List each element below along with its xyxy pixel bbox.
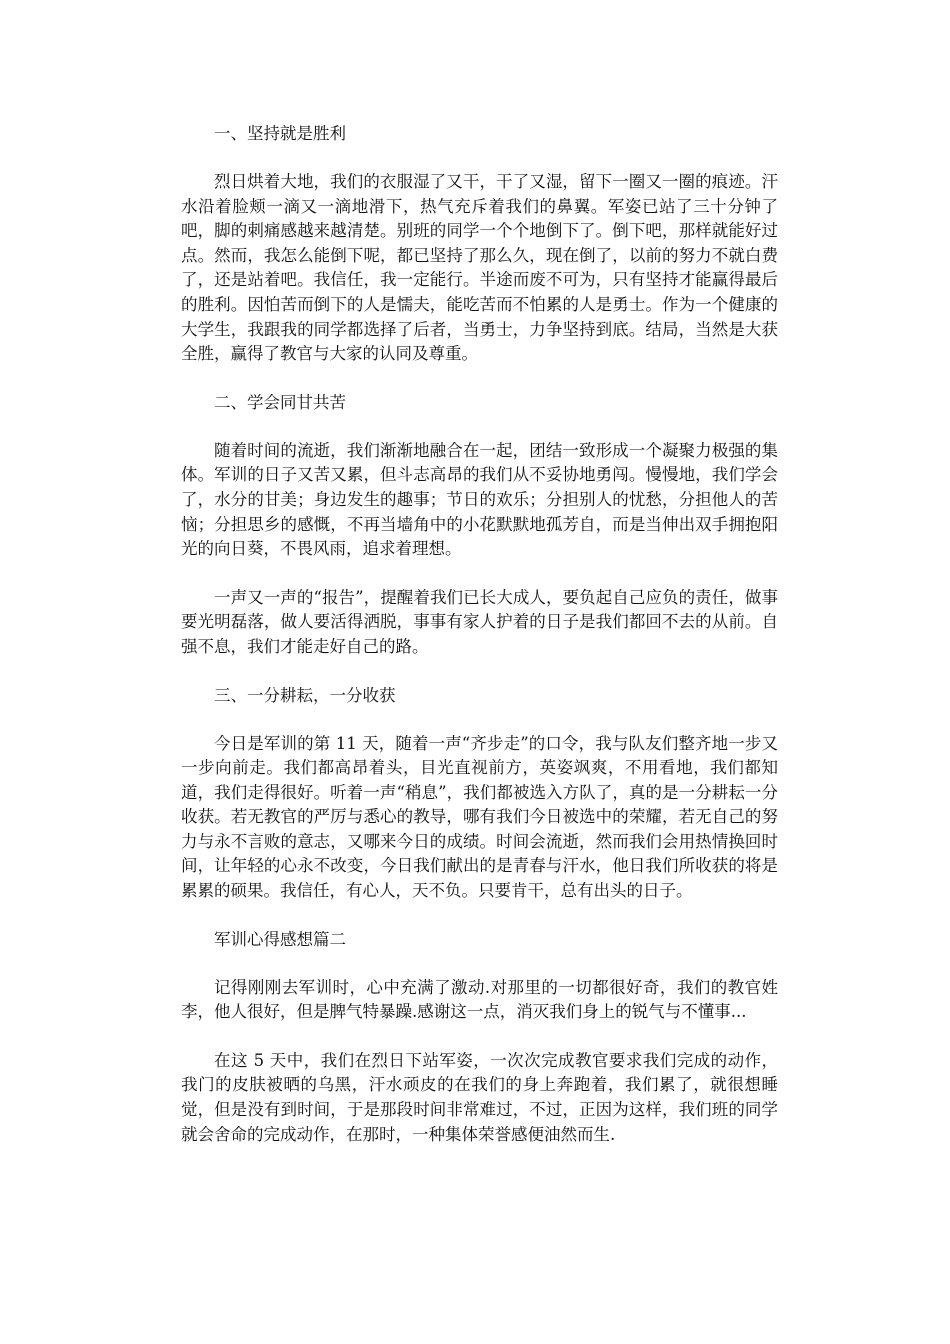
paragraph: 一声又一声的“报告”，提醒着我们已长大成人，要负起自己应负的责任，做事要光明磊落，做人要活得洒脱，事事有家人护着的日子是我们都回不去的从前。自强不息，我们才能走好自己的路。: [181, 587, 778, 656]
paragraph: 在这 5 天中，我们在烈日下站军姿，一次次完成教官要求我们完成的动作，我门的皮肤被晒的乌黑，汗水顽皮的在我们的身上奔跑着，我们累了，就很想睡觉，但是没有到时间，于是那段时间非常难过，不过，正因为这样，我们班的同学就会舍命的完成动作，在那时，一种集体荣誉感便油然而生.: [181, 1050, 778, 1144]
section-heading: 三、一分耕耘，一分收获: [214, 685, 396, 705]
section-heading: 军训心得感想篇二: [214, 929, 346, 949]
section-persistence: [181, 122, 778, 367]
section-article-two: [181, 928, 778, 1148]
section-effort-reward: [181, 684, 778, 904]
section-heading: 二、学会同甘共苦: [214, 392, 346, 412]
section-heading: 一、坚持就是胜利: [214, 124, 346, 143]
paragraph: 随着时间的流逝，我们渐渐地融合在一起，团结一致形成一个凝聚力极强的集体。军训的日子又苦又累，但斗志高昂的我们从不妥协地勇闯。慢慢地，我们学会了，水分的甘美；身边发生的趣事；节日的欢乐；分担别人的忧愁，分担他人的苦恼；分担思乡的感慨，不再当墙角中的小花默默地孤芳自，而是当伸出双手拥抱阳光的向日葵，不畏风雨，追求着理想。: [181, 440, 778, 559]
document-body: [181, 122, 778, 1171]
paragraph: 记得刚刚去军训时，心中充满了激动.对那里的一切都很好奇，我们的教官姓李，他人很好，但是脾气特暴躁.感谢这一点，消灭我们身上的锐气与不懂事...: [181, 977, 778, 1022]
paragraph: 今日是军训的第 11 天，随着一声“齐步走”的口令，我与队友们整齐地一步又一步向前走。我们都高昂着头，目光直视前方，英姿飒爽，不用看地，我们都知道，我们走得很好。听着一声“稍息”，我们都被选入方队了，真的是一分耕耘一分收获。若无教官的严厉与悉心的教导，哪有我们今日被选中的荣耀，若无自己的努力与永不言败的意志，又哪来今日的成绩。时间会流逝，然而我们会用热情换回时间，让年轻的心永不改变，今日我们献出的是青春与汗水，他日我们所收获的将是累累的硕果。我信任，有心人，天不负。只要肯干，总有出头的日子。: [181, 733, 778, 901]
section-share-hardship: [181, 391, 778, 660]
paragraph: 烈日烘着大地，我们的衣服湿了又干，干了又湿，留下一圈又一圈的痕迹。汗水沿着脸颊一滴又一滴地滑下，热气充斥着我们的鼻翼。军姿已站了三十分钟了吧，脚的刺痛感越来越清楚。别班的同学一个个地倒下了。倒下吧，那样就能好过点。然而，我怎么能倒下呢，都已坚持了那么久，现在倒了，以前的努力不就白费了，还是站着吧。我信任，我一定能行。半途而废不可为，只有坚持才能赢得最后的胜利。因怕苦而倒下的人是懦夫，能吃苦而不怕累的人是勇士。作为一个健康的大学生，我跟我的同学都选择了后者，当勇士，力争坚持到底。结局，当然是大获全胜，赢得了教官与大家的认同及尊重。: [181, 172, 778, 364]
